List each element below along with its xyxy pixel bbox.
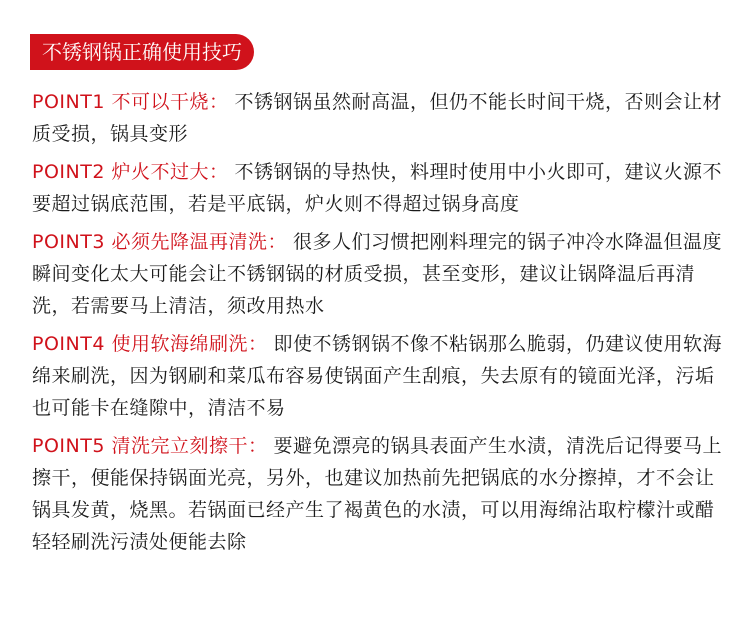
- tip-body: 不锈钢锅的导热快，料理时使用中小火即可，建议火源不要超过锅底范围，若是平底锅，炉火则不得超过锅身高度: [32, 161, 722, 215]
- tip-heading: POINT2 炉火不过大：: [32, 161, 229, 183]
- tip-heading: POINT1 不可以干烧：: [32, 91, 229, 113]
- tip-body: 很多人们习惯把刚料理完的锅子冲冷水降温但温度瞬间变化太大可能会让不锈钢锅的材质受损，甚至变形，建议让锅降温后再清洗，若需要马上清洁，须改用热水: [32, 231, 722, 317]
- tip-body: 要避免漂亮的锅具表面产生水渍，清洗后记得要马上擦干，便能保持锅面光亮，另外，也建议加热前先把锅底的水分擦掉，才不会让锅具发黄，烧黑。若锅面已经产生了褐黄色的水渍，可以用海绵沾取柠檬汁或醋轻轻刷洗污渍处便能去除: [32, 435, 722, 553]
- tip-item-4: [32, 328, 722, 424]
- tip-heading: POINT4 使用软海绵刷洗：: [32, 333, 268, 355]
- page-title: 不锈钢锅正确使用技巧: [30, 34, 254, 70]
- tips-list: [32, 86, 722, 564]
- tip-item-5: [32, 430, 722, 558]
- tip-heading: POINT5 清洗完立刻擦干：: [32, 435, 268, 457]
- tip-item-1: [32, 86, 722, 150]
- tip-heading: POINT3 必须先降温再清洗：: [32, 231, 287, 253]
- tip-item-2: [32, 156, 722, 220]
- tip-body: 即使不锈钢锅不像不粘锅那么脆弱，仍建议使用软海绵来刷洗，因为钢刷和菜瓜布容易使锅面产生刮痕，失去原有的镜面光泽，污垢也可能卡在缝隙中，清洁不易: [32, 333, 722, 419]
- tip-body: 不锈钢锅虽然耐高温，但仍不能长时间干烧，否则会让材质受损，锅具变形: [32, 91, 722, 145]
- tip-item-3: [32, 226, 722, 322]
